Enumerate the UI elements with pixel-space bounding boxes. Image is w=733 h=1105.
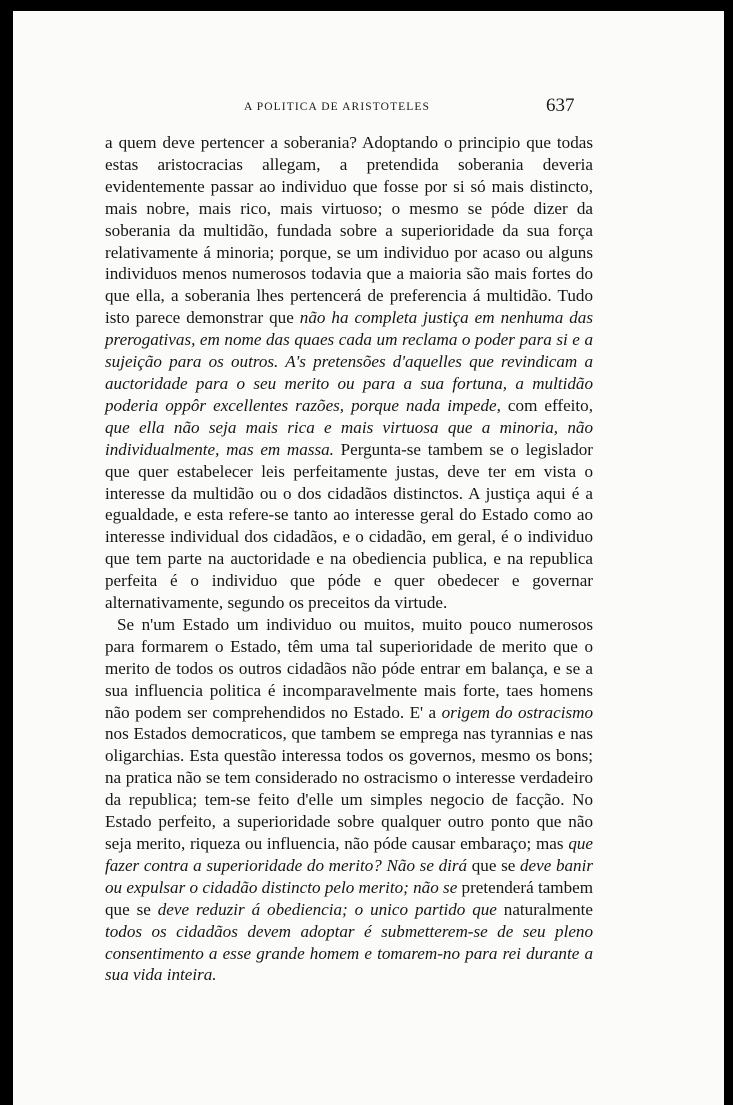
italic-span: que fazer contra a superioridade do merito? Não se dirá <box>105 834 593 875</box>
text-span: pretenderá tambem que se <box>105 877 594 919</box>
italic-span: deve reduzir á obediencia; o unico partido que <box>157 899 497 919</box>
page-number: 637 <box>546 95 575 116</box>
running-title: A POLITICA DE ARISTOTELES <box>244 101 431 113</box>
italic-span: não ha completa justiça em nenhuma das prerogativas, em nome das quaes cada um reclama o poder para si e a sujeição para os outros. A's pretensões d'aquelles que revindicam a auctoridade para o seu merito ou para a sua fortuna, a multidão poderia oppôr excellentes razões, porque nada impede, <box>105 308 593 415</box>
italic-span: todos os cidadãos devem adoptar é submetterem-se de seu pleno consentimento a esse grande homem e tomarem-no para rei durante a sua vida inteira. <box>105 921 593 985</box>
text-span: naturalmente <box>496 899 594 919</box>
paragraph <box>105 614 593 986</box>
paragraph <box>105 132 593 614</box>
text-span: a quem deve pertencer a soberania? Adoptando o principio que todas estas aristocracias allegam, a pretendida soberania deveria evidentemente passar ao individuo que fosse por si só mais distincto, mais nobre, mais rico, mais virtuoso; o mesmo se póde dizer da soberania da multidão, fundada sobre a superioridade da sua força relativamente á minoria; porque, se um individuo por acaso ou alguns individuos menos numerosos todavia que a maioria são mais fortes do que ella, a soberania lhes pertencerá de preferencia á multidão. Tudo isto parece demonstrar que <box>105 133 593 328</box>
text-span: com effeito, <box>500 395 593 415</box>
text-span: que se <box>467 855 520 875</box>
book-page <box>13 11 724 1105</box>
text-span: nos Estados democraticos, que tambem se emprega nas tyrannias e nas oligarchias. Esta questão interessa todos os governos, mesmo os bons; na pratica não se tem considerado no ostracismo o interesse verdadeiro da republica; tem-se feito d'elle um simples negocio de facção. No Estado perfeito, a superioridade sobre qualquer outro ponto que não seja merito, riqueza ou influencia, não póde causar embaraço; mas <box>105 724 593 853</box>
italic-span: origem do ostracismo <box>441 702 593 722</box>
italic-span: deve banir ou expulsar o cidadão distincto pelo merito; não se <box>105 855 593 897</box>
page-header <box>13 97 724 121</box>
text-span: Pergunta-se tambem se o legislador que quer estabelecer leis perfeitamente justas, deve ter em vista o interesse da multidão ou o dos cidadãos distinctos. A justiça aqui é a egualdade, e esta refere-se tanto ao interesse geral do Estado como ao interesse individual dos cidadãos, e o cidadão, em geral, é o individuo que tem parte na auctoridade e na obediencia publica, e na republica perfeita é o individuo que póde e quer obedecer e governar alternativamente, segundo os preceitos da virtude. <box>105 439 594 613</box>
body-text <box>105 132 593 986</box>
italic-span: que ella não seja mais rica e mais virtuosa que a minoria, não individualmente, mas em massa. <box>105 417 593 459</box>
text-span: Se n'um Estado um individuo ou muitos, muito pouco numerosos para formarem o Estado, têm uma tal superioridade de merito que o merito de todos os outros cidadãos não póde entrar em balança, e se a sua influencia politica é incomparavelmente mais forte, taes homens não podem ser comprehendidos no Estado. E' a <box>105 614 593 722</box>
